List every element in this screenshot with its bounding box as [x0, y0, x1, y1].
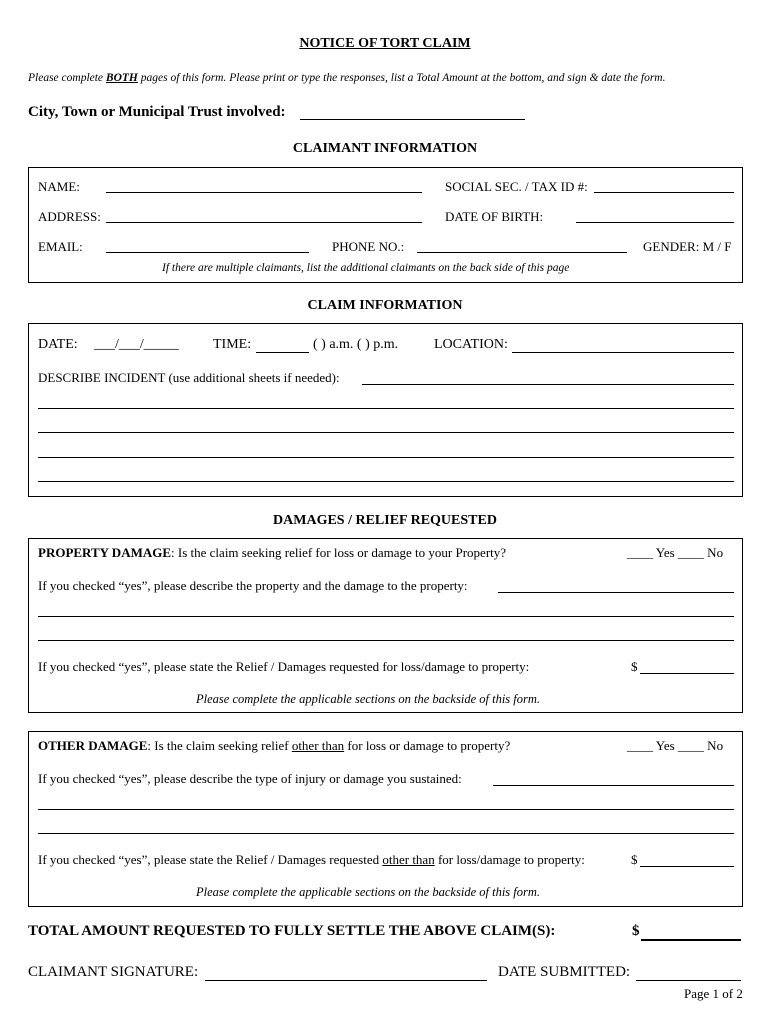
total-amount-field[interactable] [641, 939, 741, 941]
signature-field[interactable] [205, 980, 487, 981]
name-field[interactable] [106, 192, 422, 193]
intro-pre: Please complete [28, 72, 106, 84]
property-backside-note: Please complete the applicable sections on the backside of this form. [196, 692, 541, 706]
ampm-options[interactable]: ( ) a.m. ( ) p.m. [313, 337, 399, 352]
property-title: PROPERTY DAMAGE [38, 545, 172, 560]
other-relief-label [38, 852, 585, 868]
describe-incident-label: DESCRIBE INCIDENT (use additional sheets if needed): [38, 370, 340, 385]
form-title: NOTICE OF TORT CLAIM [299, 36, 471, 51]
time-label: TIME: [213, 337, 252, 352]
other-question-pre: : Is the claim seeking relief [147, 738, 292, 753]
property-question [38, 545, 506, 561]
other-question-underlined: other than [291, 738, 345, 753]
intro-bold: BOTH [105, 72, 138, 84]
other-damage-box [28, 731, 743, 907]
address-label: ADDRESS: [38, 209, 101, 224]
phone-field[interactable] [417, 252, 627, 253]
location-label: LOCATION: [434, 337, 508, 352]
describe-incident-line[interactable] [38, 408, 734, 409]
date-submitted-label: DATE SUBMITTED: [498, 964, 631, 980]
property-describe-line[interactable] [498, 592, 734, 593]
other-dollar-sign: $ [631, 852, 638, 867]
other-relief-post: for loss/damage to property: [434, 852, 585, 867]
date-submitted-field[interactable] [636, 980, 741, 981]
name-label: NAME: [38, 179, 80, 194]
total-label: TOTAL AMOUNT REQUESTED TO FULLY SETTLE THE ABOVE CLAIM(S): [28, 923, 556, 939]
signature-label: CLAIMANT SIGNATURE: [28, 964, 199, 980]
dob-label: DATE OF BIRTH: [445, 209, 544, 224]
other-describe-line[interactable] [38, 833, 734, 834]
email-field[interactable] [106, 252, 309, 253]
describe-incident-line[interactable] [38, 481, 734, 482]
total-dollar-sign: $ [632, 923, 640, 939]
describe-incident-line[interactable] [362, 384, 734, 385]
property-damage-box [28, 538, 743, 713]
address-field[interactable] [106, 222, 422, 223]
municipality-label: City, Town or Municipal Trust involved: [28, 104, 286, 120]
other-question-post: for loss or damage to property? [344, 738, 511, 753]
other-describe-label: If you checked “yes”, please describe the type of injury or damage you sustained: [38, 771, 462, 786]
intro-post: pages of this form. Please print or type the responses, list a Total Amount at the bottom, and sign & date the form. [137, 72, 666, 84]
property-question-text: : Is the claim seeking relief for loss or damage to your Property? [171, 545, 507, 560]
describe-incident-line[interactable] [38, 432, 734, 433]
dob-field[interactable] [576, 222, 734, 223]
time-field[interactable] [256, 352, 309, 353]
date-field[interactable]: ___/___/_____ [94, 337, 179, 352]
property-describe-line[interactable] [38, 616, 734, 617]
other-title: OTHER DAMAGE [38, 738, 148, 753]
property-describe-line[interactable] [38, 640, 734, 641]
other-yes-no[interactable]: ____ Yes ____ No [627, 738, 724, 753]
claim-heading: CLAIM INFORMATION [307, 298, 463, 313]
property-describe-label: If you checked “yes”, please describe the property and the damage to the property: [38, 578, 468, 593]
claimant-heading: CLAIMANT INFORMATION [292, 141, 478, 156]
date-label: DATE: [38, 337, 78, 352]
other-question [38, 738, 510, 754]
multiple-claimants-note: If there are multiple claimants, list the additional claimants on the back side of this page [162, 262, 570, 274]
location-field[interactable] [512, 352, 734, 353]
gender-field[interactable]: GENDER: M / F [643, 239, 732, 254]
other-amount-field[interactable] [640, 866, 734, 867]
other-describe-line[interactable] [493, 785, 734, 786]
damages-heading: DAMAGES / RELIEF REQUESTED [273, 513, 497, 528]
municipality-field[interactable] [300, 119, 525, 120]
ssn-field[interactable] [594, 192, 734, 193]
ssn-label: SOCIAL SEC. / TAX ID #: [445, 179, 588, 194]
property-dollar-sign: $ [631, 659, 638, 674]
other-relief-underlined: other than [382, 852, 435, 867]
intro-text [28, 72, 665, 84]
property-amount-field[interactable] [640, 673, 734, 674]
other-backside-note: Please complete the applicable sections on the backside of this form. [196, 885, 541, 899]
email-label: EMAIL: [38, 239, 83, 254]
property-yes-no[interactable]: ____ Yes ____ No [627, 545, 724, 560]
property-relief-label: If you checked “yes”, please state the Relief / Damages requested for loss/damage to property: [38, 659, 530, 674]
phone-label: PHONE NO.: [332, 239, 405, 254]
other-describe-line[interactable] [38, 809, 734, 810]
other-relief-pre: If you checked “yes”, please state the Relief / Damages requested [38, 852, 383, 867]
describe-incident-line[interactable] [38, 457, 734, 458]
page-number: Page 1 of 2 [684, 986, 743, 1001]
